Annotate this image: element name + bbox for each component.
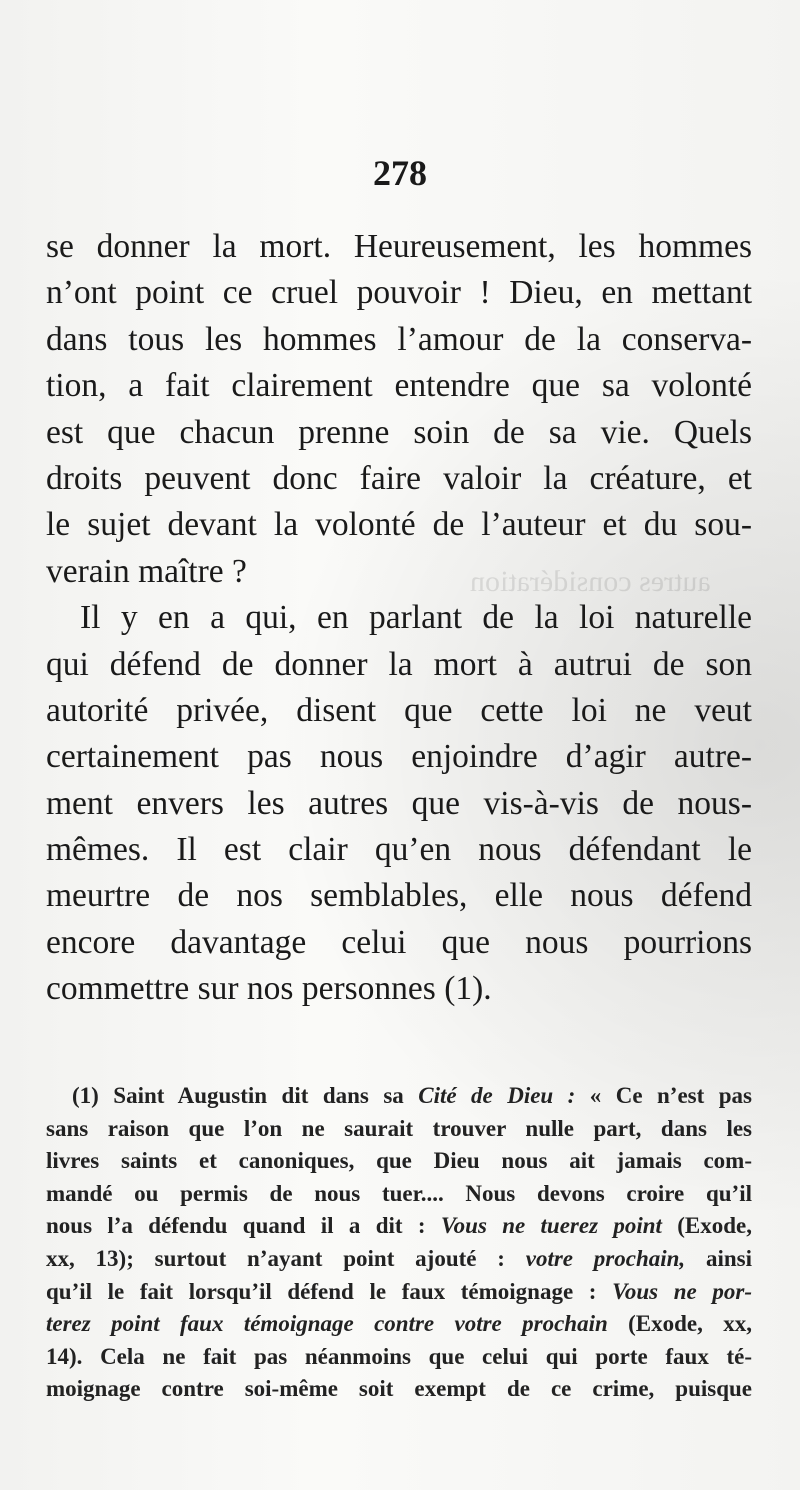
main-text (46, 224, 752, 1013)
footnote-line (46, 1308, 752, 1341)
footnote-line: moignage contre soi-même soit exempt de ce crime, puisque (46, 1376, 752, 1402)
text-line: commettre sur nos personnes (1). (46, 970, 492, 1008)
footnote-text: (1) Saint Augustin dit dans sa (72, 1083, 419, 1108)
text-line: autorité privée, disent que cette loi ne veut (46, 691, 752, 729)
footnote-line (46, 1243, 752, 1276)
footnote (46, 1080, 752, 1406)
text-line: encore davantage celui que nous pourrions (46, 923, 752, 961)
bleed-through: autres considération (470, 565, 711, 598)
footnote-line (46, 1210, 752, 1243)
page-number: 278 (373, 153, 427, 193)
footnote-text: (Exode, xx, (607, 1311, 752, 1337)
text-line: mêmes. Il est clair qu’en nous défendant le (46, 831, 752, 869)
footnote-italic: Vous ne tuerez point (440, 1213, 662, 1239)
text-line: le sujet devant la volonté de l’auteur et du sou- (46, 506, 752, 544)
footnote-text: (Exode, (661, 1213, 753, 1239)
footnote-text: ainsi (685, 1245, 753, 1271)
text-line: se donner la mort. Heureusement, les hommes (46, 228, 752, 265)
footnote-italic: votre prochain, (525, 1245, 686, 1271)
footnote-text: qu’il le fait lorsqu’il défend le faux témoignage : (46, 1278, 613, 1304)
footnote-text: « Ce n’est pas (575, 1083, 752, 1108)
footnote-italic: Vous ne por- (612, 1278, 752, 1304)
text-line: verain maître ? (46, 552, 247, 590)
footnote-italic: terez point faux témoignage contre votre prochain (46, 1311, 608, 1337)
text-line: tion, a fait clairement entendre que sa volonté (46, 367, 752, 405)
text-line: Il y en a qui, en parlant de la loi naturelle (80, 599, 752, 637)
text-line: est que chacun prenne soin de sa vie. Quels (46, 413, 752, 451)
footnote-italic: Cité de Dieu : (418, 1083, 576, 1108)
text-line: droits peuvent donc faire valoir la créature, et (46, 459, 752, 497)
footnote-line (46, 1276, 752, 1309)
text-line: n’ont point ce cruel pouvoir ! Dieu, en mettant (46, 274, 752, 312)
text-line: qui défend de donner la mort à autrui de son (46, 645, 752, 683)
footnote-line (46, 1080, 752, 1113)
footnote-text: nous l’a défendu quand il a dit : (46, 1213, 441, 1239)
text-line: dans tous les hommes l’amour de la conserva- (46, 320, 752, 358)
footnote-line: 14). Cela ne fait pas néanmoins que celui qui porte faux té- (46, 1343, 752, 1369)
text-line: certainement pas nous enjoindre d’agir autre- (46, 738, 752, 776)
footnote-line: mandé ou permis de nous tuer.... Nous devons croire qu’il (46, 1180, 752, 1206)
footnote-line: sans raison que l’on ne saurait trouver nulle part, dans les (46, 1115, 752, 1141)
footnote-line: livres saints et canoniques, que Dieu nous ait jamais com- (46, 1148, 752, 1174)
text-line: meurtre de nos semblables, elle nous défend (46, 877, 752, 915)
footnote-text: xx, 13); surtout n’ayant point ajouté : (46, 1245, 526, 1271)
text-line: ment envers les autres que vis-à-vis de nous- (46, 784, 752, 822)
